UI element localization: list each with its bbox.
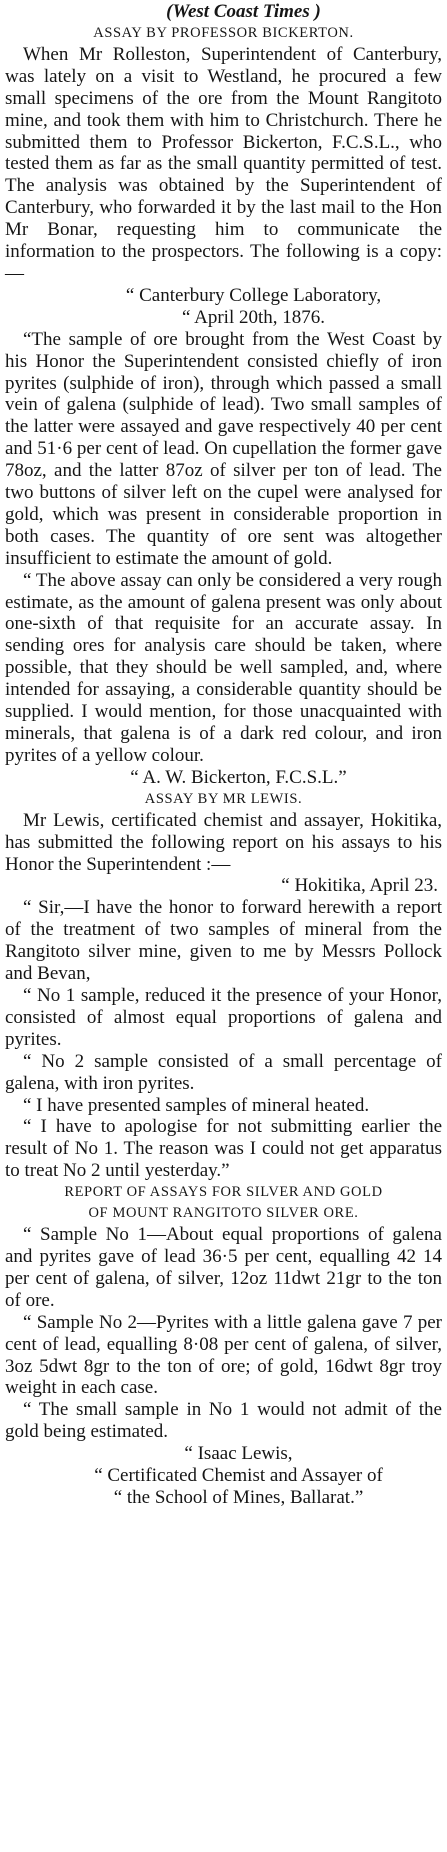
bickerton-report-paragraph-2: “ The above assay can only be considered a very rough estimate, as the amount of galena present was only about one-sixth of that requisite for an accurate assay. In sending ores for analysis care should be taken, where possible, that they should be well sampled, and, where intended for assaying, a considerable quantity should be supplied. I would mention, for those unacquainted with minerals, that galena is of a dark red colour, and iron pyrites of a yellow colour.	[5, 569, 442, 766]
lewis-signature-title: “ Certificated Chemist and Assayer of	[94, 1465, 383, 1487]
lewis-signature-name: “ Isaac Lewis,	[184, 1443, 293, 1465]
bickerton-signature: “ A. W. Bickerton, F.C.S.L.”	[130, 766, 347, 788]
lewis-letter-paragraph-3: “ No 2 sample consisted of a small percentage of galena, with iron pyrites.	[5, 1050, 442, 1094]
laboratory-place-line: “ Canterbury College Laboratory,	[125, 284, 382, 306]
article-column	[5, 1, 442, 1509]
lewis-signature-school: “ the School of Mines, Ballarat.”	[113, 1487, 364, 1508]
lewis-intro-paragraph: Mr Lewis, certificated chemist and assayer, Hokitika, has submitted the following report on his assays to his Honor the Superintendent :—	[5, 809, 442, 875]
newspaper-source: (West Coast Times )	[166, 1, 321, 22]
report-sample-2-paragraph: “ Sample No 2—Pyrites with a little galena gave 7 per cent of lead, equalling 8·08 per cent of galena, of silver, 3oz 5dwt 8gr to the ton of ore; of gold, 16dwt 8gr troy weight in each case.	[5, 1311, 442, 1399]
bickerton-report-paragraph-1: “The sample of ore brought from the West Coast by his Honor the Superintendent consisted chiefly of iron pyrites (sulphide of iron), through which passed a small vein of galena (sulphide of lead). Two small samples of the latter were assayed and gave respectively 40 per cent and 51·6 per cent of lead. On cupellation the former gave 78oz, and the latter 87oz of silver per ton of lead. The two buttons of silver left on the cupel were analysed for gold, which was present in considerable proportion in both cases. The quantity of ore sent was altogether insufficient to estimate the amount of gold.	[5, 328, 442, 569]
section-heading-bickerton: ASSAY BY PROFESSOR BICKERTON.	[93, 24, 354, 41]
report-heading-line-1: REPORT OF ASSAYS FOR SILVER AND GOLD	[64, 1184, 383, 1201]
report-heading-line-2: OF MOUNT RANGITOTO SILVER ORE.	[88, 1205, 359, 1222]
laboratory-date-line: “ April 20th, 1876.	[181, 306, 326, 328]
lewis-letter-paragraph-1: “ Sir,—I have the honor to forward herewith a report of the treatment of two samples of mineral from the Rangitoto silver mine, given to me by Messrs Pollock and Bevan,	[5, 897, 442, 985]
lewis-letter-paragraph-4: “ I have presented samples of mineral heated.	[23, 1094, 370, 1116]
lewis-letter-paragraph-5: “ I have to apologise for not submitting earlier the result of No 1. The reason was I could not get apparatus to treat No 2 until yesterday.”	[5, 1116, 442, 1182]
report-sample-1-paragraph: “ Sample No 1—About equal proportions of galena and pyrites gave of lead 36·5 per cent, equalling 42 14 per cent of galena, of silver, 12oz 11dwt 21gr to the ton of ore.	[5, 1224, 442, 1311]
lewis-letter-paragraph-2: “ No 1 sample, reduced it the presence of your Honor, consisted of almost equal proportions of galena and pyrites.	[5, 984, 442, 1050]
bickerton-intro-paragraph: When Mr Rolleston, Superintendent of Canterbury, was lately on a visit to Westland, he procured a few small specimens of the ore from the Mount Rangitoto mine, and took them with him to Christchurch. There he submitted them to Professor Bickerton, F.C.S.L., who tested them as far as the small quantity permitted of test. The analysis was obtained by the Superintendent of Canterbury, who forwarded it by the last mail to the Hon Mr Bonar, requesting him to communicate the information to the prospectors. The following is a copy:—	[5, 43, 442, 284]
report-note-paragraph: “ The small sample in No 1 would not admit of the gold being estimated.	[5, 1399, 442, 1443]
lewis-date-line: “ Hokitika, April 23.	[281, 875, 438, 897]
section-heading-lewis: ASSAY BY MR LEWIS.	[144, 790, 303, 807]
